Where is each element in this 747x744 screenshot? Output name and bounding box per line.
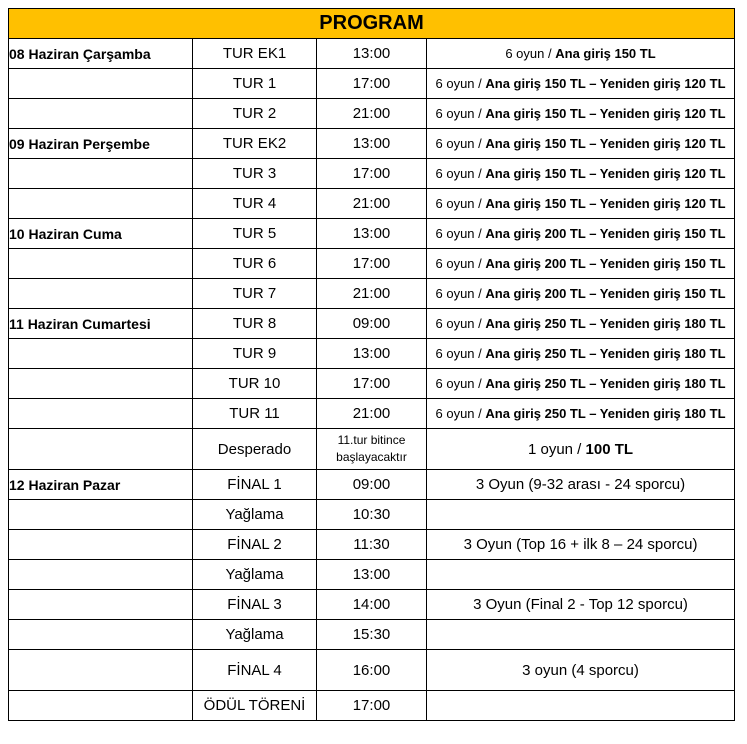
fee-separator: – [585,76,600,91]
table-row [9,129,735,159]
games-text: 6 oyun / [505,46,552,61]
time-cell: 15:30 [317,620,427,650]
info-cell [427,339,735,369]
games-text: 6 oyun / [435,346,482,361]
main-entry-fee: Ana giriş 250 TL [485,406,586,421]
page-title: PROGRAM [9,9,735,39]
time-cell: 13:00 [317,129,427,159]
info-cell: 3 Oyun (Final 2 - Top 12 sporcu) [427,590,735,620]
day-cell: 08 Haziran Çarşamba [9,39,193,69]
day-cell [9,691,193,721]
day-cell [9,560,193,590]
table-row [9,99,735,129]
round-cell: TUR 8 [193,309,317,339]
main-entry-fee: Ana giriş 250 TL [485,376,586,391]
info-cell [427,219,735,249]
main-entry-fee: Ana giriş 150 TL [485,166,586,181]
time-cell: 14:00 [317,590,427,620]
games-text: 6 oyun / [435,166,482,181]
info-cell: 3 Oyun (9-32 arası - 24 sporcu) [427,470,735,500]
info-cell [427,279,735,309]
day-cell [9,249,193,279]
day-cell [9,369,193,399]
games-text: 6 oyun / [435,256,482,271]
day-cell [9,159,193,189]
info-cell [427,99,735,129]
reentry-fee: Yeniden giriş 120 TL [599,196,726,211]
round-cell: Desperado [193,429,317,470]
reentry-fee: Yeniden giriş 120 TL [599,106,726,121]
time-cell: 21:00 [317,279,427,309]
info-cell [427,189,735,219]
day-cell [9,590,193,620]
main-entry-fee: Ana giriş 200 TL [485,256,586,271]
reentry-fee: Yeniden giriş 120 TL [599,166,726,181]
round-cell: TUR EK2 [193,129,317,159]
games-text: 6 oyun / [435,376,482,391]
table-row [9,219,735,249]
info-cell [427,69,735,99]
time-cell: 17:00 [317,691,427,721]
day-cell [9,650,193,691]
fee-separator: – [585,406,600,421]
time-cell: 21:00 [317,99,427,129]
round-cell: Yağlama [193,560,317,590]
round-cell: TUR 6 [193,249,317,279]
games-text: 6 oyun / [435,316,482,331]
time-cell: 17:00 [317,159,427,189]
time-cell: 10:30 [317,500,427,530]
info-cell [427,691,735,721]
info-cell: 3 oyun (4 sporcu) [427,650,735,691]
info-cell [427,560,735,590]
info-cell [427,309,735,339]
table-row [9,159,735,189]
table-row [9,69,735,99]
time-cell: 21:00 [317,189,427,219]
time-cell: 16:00 [317,650,427,691]
round-cell: FİNAL 1 [193,470,317,500]
main-entry-fee: Ana giriş 150 TL [485,76,586,91]
games-text: 6 oyun / [435,136,482,151]
day-cell: 11 Haziran Cumartesi [9,309,193,339]
day-cell: 10 Haziran Cuma [9,219,193,249]
day-cell [9,339,193,369]
table-row [9,249,735,279]
fee-separator: – [585,316,600,331]
table-row [9,309,735,339]
round-cell: TUR 4 [193,189,317,219]
reentry-fee: Yeniden giriş 180 TL [599,376,726,391]
main-entry-fee: Ana giriş 150 TL [555,46,656,61]
day-cell [9,500,193,530]
table-row [9,530,735,560]
info-cell: 3 Oyun (Top 16 + ilk 8 – 24 sporcu) [427,530,735,560]
time-note-line2: başlayacaktır [336,450,407,464]
day-cell [9,399,193,429]
table-row [9,429,735,470]
main-entry-fee: Ana giriş 150 TL [485,136,586,151]
round-cell: TUR EK1 [193,39,317,69]
reentry-fee: Yeniden giriş 120 TL [599,136,726,151]
time-cell: 09:00 [317,309,427,339]
round-cell: TUR 9 [193,339,317,369]
day-cell: 12 Haziran Pazar [9,470,193,500]
table-row [9,279,735,309]
info-cell [427,429,735,470]
round-cell: Yağlama [193,620,317,650]
round-cell: Yağlama [193,500,317,530]
table-row [9,39,735,69]
table-row [9,189,735,219]
games-text: 1 oyun / [527,440,586,458]
games-text: 6 oyun / [435,76,482,91]
round-cell: TUR 10 [193,369,317,399]
info-cell [427,399,735,429]
main-entry-fee: Ana giriş 150 TL [485,106,586,121]
time-cell: 17:00 [317,249,427,279]
info-cell [427,159,735,189]
table-row [9,369,735,399]
info-cell [427,39,735,69]
games-text: 6 oyun / [435,226,482,241]
fee-separator: – [585,376,600,391]
reentry-fee: Yeniden giriş 150 TL [599,286,726,301]
fee-separator: – [585,226,600,241]
info-cell [427,369,735,399]
table-row [9,470,735,500]
round-cell: TUR 2 [193,99,317,129]
time-cell: 09:00 [317,470,427,500]
time-cell: 13:00 [317,39,427,69]
round-cell: ÖDÜL TÖRENİ [193,691,317,721]
round-cell: FİNAL 3 [193,590,317,620]
time-cell: 13:00 [317,219,427,249]
day-cell [9,620,193,650]
main-entry-fee: Ana giriş 250 TL [485,346,586,361]
time-cell [317,429,427,470]
reentry-fee: Yeniden giriş 180 TL [599,346,726,361]
info-cell [427,249,735,279]
time-cell: 13:00 [317,560,427,590]
reentry-fee: Yeniden giriş 180 TL [599,316,726,331]
reentry-fee: Yeniden giriş 120 TL [599,76,726,91]
table-row [9,339,735,369]
round-cell: TUR 3 [193,159,317,189]
day-cell [9,99,193,129]
schedule-table [8,8,735,721]
reentry-fee: Yeniden giriş 180 TL [599,406,726,421]
games-text: 6 oyun / [435,196,482,211]
table-row [9,650,735,691]
time-cell: 17:00 [317,369,427,399]
main-entry-fee: Ana giriş 200 TL [485,226,586,241]
table-row [9,691,735,721]
day-cell [9,530,193,560]
round-cell: TUR 1 [193,69,317,99]
games-text: 6 oyun / [435,406,482,421]
reentry-fee: Yeniden giriş 150 TL [599,226,726,241]
time-cell: 13:00 [317,339,427,369]
info-cell [427,129,735,159]
main-entry-fee: Ana giriş 250 TL [485,316,586,331]
day-cell [9,69,193,99]
time-note-line1: 11.tur bitince [337,433,406,447]
info-cell [427,620,735,650]
games-text: 6 oyun / [435,286,482,301]
info-cell [427,500,735,530]
round-cell: FİNAL 2 [193,530,317,560]
time-cell: 17:00 [317,69,427,99]
table-row [9,500,735,530]
day-cell [9,429,193,470]
main-entry-fee: Ana giriş 150 TL [485,196,586,211]
table-row [9,590,735,620]
main-entry-fee: Ana giriş 200 TL [485,286,586,301]
fee-separator: – [585,196,600,211]
table-row [9,399,735,429]
fee-separator: – [585,136,600,151]
round-cell: TUR 5 [193,219,317,249]
day-cell: 09 Haziran Perşembe [9,129,193,159]
round-cell: FİNAL 4 [193,650,317,691]
reentry-fee: Yeniden giriş 150 TL [599,256,726,271]
day-cell [9,279,193,309]
fee-separator: – [585,286,600,301]
day-cell [9,189,193,219]
fee-separator: – [585,166,600,181]
round-cell: TUR 7 [193,279,317,309]
fee-separator: – [585,256,600,271]
fee-separator: – [585,106,600,121]
round-cell: TUR 11 [193,399,317,429]
games-text: 6 oyun / [435,106,482,121]
table-row [9,620,735,650]
time-cell: 21:00 [317,399,427,429]
table-row [9,560,735,590]
time-cell: 11:30 [317,530,427,560]
entry-fee: 100 TL [585,440,634,458]
fee-separator: – [585,346,600,361]
